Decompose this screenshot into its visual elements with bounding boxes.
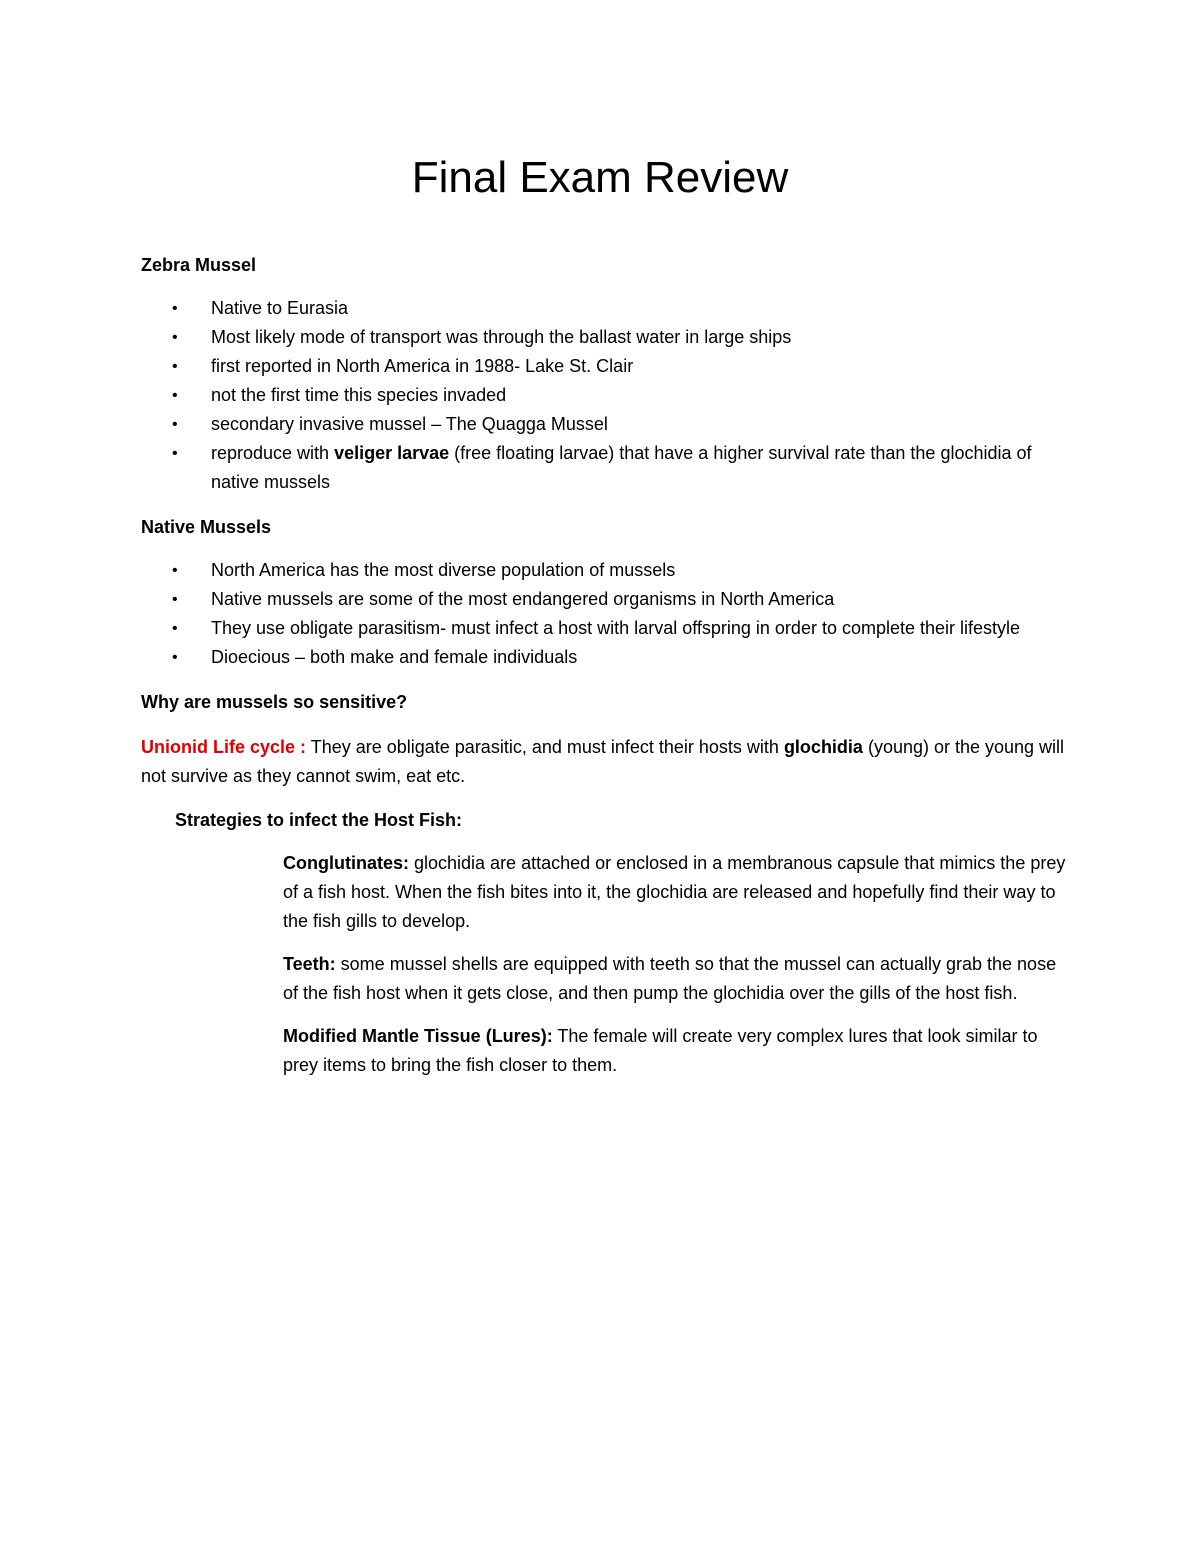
native-list — [141, 556, 1066, 672]
strategies-heading: Strategies to infect the Host Fish: — [175, 810, 463, 830]
strategy-lures: Modified Mantle Tissue (Lures): The female will create very complex lures that look similar to prey items to bring the fish closer to them. — [283, 1026, 1038, 1075]
page-title: Final Exam Review — [411, 153, 789, 202]
list-item: • Native to Eurasia — [141, 294, 1066, 323]
bullet-icon: • — [172, 416, 178, 433]
list-item: • They use obligate parasitism- must infect a host with larval offspring in order to complete their lifestyle — [141, 614, 1066, 643]
bullet-icon: • — [172, 300, 178, 317]
zebra-heading: Zebra Mussel — [141, 255, 257, 275]
list-item: • Dioecious – both make and female individuals — [141, 643, 1066, 672]
term-glochidia: glochidia — [783, 737, 863, 757]
bullet-icon: • — [172, 620, 178, 637]
list-item: • Most likely mode of transport was through the ballast water in large ships — [141, 323, 1066, 352]
list-item: • Native mussels are some of the most endangered organisms in North America — [141, 585, 1066, 614]
bullet-icon: • — [172, 649, 178, 666]
bullet-icon: • — [172, 358, 178, 375]
zebra-list — [141, 294, 1066, 497]
list-item: • not the first time this species invaded — [141, 381, 1066, 410]
native-heading: Native Mussels — [141, 517, 272, 537]
bullet-icon: • — [172, 329, 178, 346]
unionid-label: Unionid Life cycle : — [141, 737, 307, 757]
strategy-teeth: Teeth: some mussel shells are equipped with teeth so that the mussel can actually grab the nose of the fish host when it gets close, and then pump the glochidia over the gills of the host fish. — [283, 954, 1057, 1003]
document-body — [141, 251, 1066, 1080]
strategy-conglutinates: Conglutinates: glochidia are attached or enclosed in a membranous capsule that mimics the prey of a fish host. When the fish bites into it, the glochidia are released and hopefully find their way to the fish gills to develop. — [283, 853, 1066, 931]
term-veliger-larvae: veliger larvae — [334, 443, 450, 463]
bullet-icon: • — [172, 445, 178, 462]
why-heading: Why are mussels so sensitive? — [141, 692, 408, 712]
list-item: • secondary invasive mussel – The Quagga Mussel — [141, 410, 1066, 439]
list-item: • reproduce with veliger larvae (free floating larvae) that have a higher survival rate than the glochidia of native mussels — [141, 439, 1066, 497]
list-item: • North America has the most diverse population of mussels — [141, 556, 1066, 585]
unionid-paragraph: Unionid Life cycle : They are obligate parasitic, and must infect their hosts with glochidia (young) or the young will not survive as they cannot swim, eat etc. — [141, 737, 1065, 786]
bullet-icon: • — [172, 562, 178, 579]
bullet-icon: • — [172, 591, 178, 608]
bullet-icon: • — [172, 387, 178, 404]
list-item: • first reported in North America in 1988- Lake St. Clair — [141, 352, 1066, 381]
